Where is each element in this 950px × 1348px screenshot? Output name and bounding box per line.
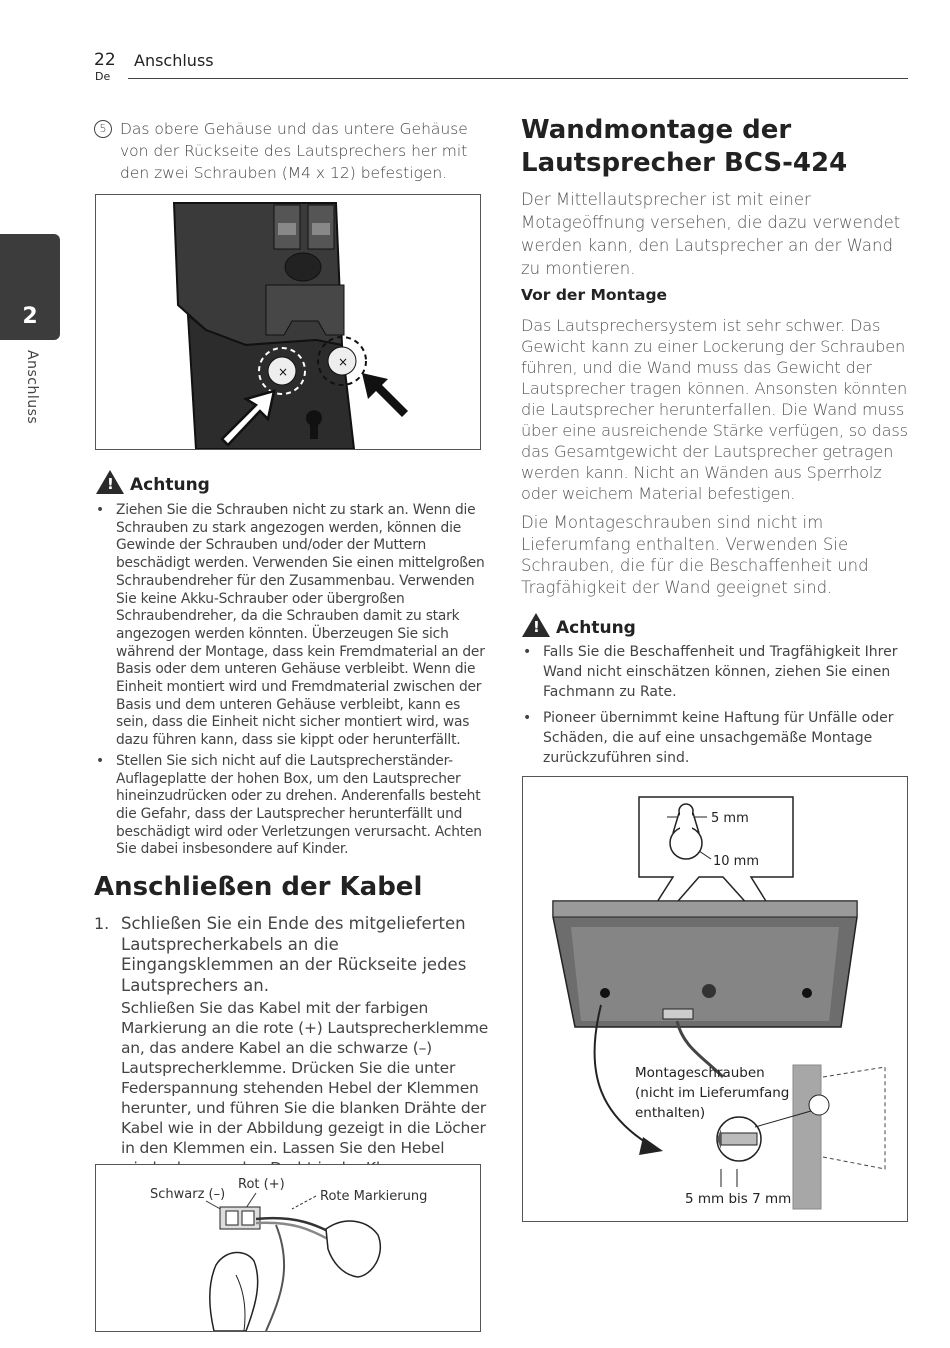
warning-icon	[96, 470, 124, 494]
dim-height-label: 10 mm	[713, 854, 760, 869]
screw-gap-label: 5 mm bis 7 mm	[685, 1191, 792, 1207]
caution-list-left	[94, 502, 486, 859]
cable-illustration	[96, 1165, 480, 1331]
warning-icon	[522, 613, 550, 637]
step-marker: 5	[94, 120, 112, 138]
step-5-text: Das obere Gehäuse und das untere Gehäuse von der Rückseite des Lautsprechers her mit den zwei Schrauben (M4 x 12) befestigen.	[120, 120, 468, 182]
chapter-label-wrap	[24, 350, 44, 440]
dim-width-label: 5 mm	[711, 811, 749, 826]
caution-heading-left	[96, 470, 210, 495]
caution-title-left: Achtung	[130, 475, 210, 495]
caution-list-right	[521, 642, 907, 774]
screws-label-2: (nicht im Lieferumfang	[635, 1085, 790, 1101]
item-detail-text: Schließen Sie das Kabel mit der farbigen Markierung an die rote (+) Lautsprecherklemme an, das andere Kabel an die schwarze (–) Lautsprecherklemme. Drücken Sie die unter Federspannung stehenden Hebel der Klemmen herunter, und führen Sie die blanken Drähte der Kabel wie in der Abbildung gezeigt in die Löcher in den Klemmen ein. Lassen Sie den Hebel	[121, 999, 489, 1157]
list-item: • Stellen Sie sich nicht auf die Lautsprecherständer-Auflageplatte der hohen Box, um den Lautsprecher hineinzudrücken oder zu drehen. Anderenfalls besteht die Gefahr, dass der Lautsprecher herunterfällt und beschädigt wird oder Verletzungen verursacht. Achten Sie dabei insbesondere auf Kinder.	[94, 753, 486, 859]
svg-text:×: ×	[338, 355, 349, 369]
screws-label-1: Montageschrauben	[635, 1065, 765, 1081]
numbered-item-1	[94, 914, 489, 1198]
list-item: • Falls Sie die Beschaffenheit und Tragfähigkeit Ihrer Wand nicht einschätzen können, ziehen Sie einen Fachmann zu Rate.	[521, 642, 907, 702]
section-title-wall	[521, 114, 847, 180]
section-title-wall-line1: Wandmontage der	[521, 115, 792, 145]
header-section-title: Anschluss	[134, 51, 214, 70]
screws-label-3: enthalten)	[635, 1105, 706, 1121]
list-item: • Pioneer übernimmt keine Haftung für Unfälle oder Schäden, die auf eine unsachgemäße Montage zurückzuführen sind.	[521, 708, 907, 768]
wall-para-1: Das Lautsprechersystem ist sehr schwer. Das Gewicht kann zu einer Lockerung der Schrauben führen, und die Wand muss das Gewicht der Lautsprecher tragen können. Ansonsten könnten die Lautsprecher herunterfallen. Die Wand muss über eine ausreichende Stärke verfügen, so dass das Gesamtgewicht der Lautsprecher getragen werden kann. Nicht an Wänden aus Sperrholz oder weichem Material befestigen.	[521, 316, 908, 503]
chapter-label: Anschluss	[24, 350, 40, 425]
list-item: • Ziehen Sie die Schrauben nicht zu stark an. Wenn die Schrauben zu stark angezogen werden, können die Gewinde der Schrauben und/oder der Muttern beschädigt werden. Verwenden Sie einen mittelgroßen Schraubendreher für den Zusammenbau. Verwenden Sie keine Akku-Schrauber oder übergroßen Schraubendreher, da die Schrauben damit zu stark angezogen werden könnten. Überzeugen Sie sich während der Montage, dass kein Fremdmaterial an der Basis oder dem unteren Gehäuse verbleibt. Wenn die Einheit montiert wird und Fremdmaterial zwischen der Basis und dem unteren Gehäuse verbleibt, kann es sein, dass die Einheit nicht sicher montiert wird, was dazu führen kann, dass sie kippt oder herunterfällt.	[94, 502, 486, 750]
language-code: De	[95, 70, 111, 83]
subheading-before-mounting: Vor der Montage	[521, 286, 668, 304]
section-title-cables: Anschließen der Kabel	[94, 872, 423, 902]
item-main-text: Schließen Sie ein Ende des mitgelieferten Lautsprecherkabels an die Eingangsklemmen an der Rückseite jedes Lautsprechers an.	[121, 914, 467, 995]
label-red: Rot (+)	[238, 1177, 285, 1192]
figure-wall-mounting	[522, 776, 908, 1222]
item-number: 1.	[94, 914, 110, 933]
speaker-screws-illustration	[96, 195, 480, 449]
chapter-number: 2	[22, 304, 38, 329]
figure-cable-connection	[95, 1164, 481, 1332]
header-rule	[128, 78, 908, 79]
caution-heading-right	[522, 613, 636, 638]
wall-mount-illustration	[523, 777, 907, 1221]
wall-para-2: Die Montageschrauben sind nicht im Lieferumfang enthalten. Verwenden Sie Schrauben, die für die Beschaffenheit und Tragfähigkeit der Wand geeignet sind.	[521, 513, 869, 597]
label-black: Schwarz (–)	[150, 1187, 226, 1202]
section-title-wall-line2: Lautsprecher BCS-424	[521, 148, 848, 178]
label-marking: Rote Markierung	[320, 1189, 428, 1204]
caution-title-right: Achtung	[556, 618, 636, 638]
svg-text:×: ×	[278, 365, 289, 379]
step-5	[94, 118, 484, 184]
figure-speaker-screws	[95, 194, 481, 450]
wall-intro: Der Mittellautsprecher ist mit einer Motageöffnung versehen, die dazu verwendet werden kann, den Lautsprecher an der Wand zu montieren.	[521, 190, 901, 278]
page-number: 22	[94, 50, 116, 70]
